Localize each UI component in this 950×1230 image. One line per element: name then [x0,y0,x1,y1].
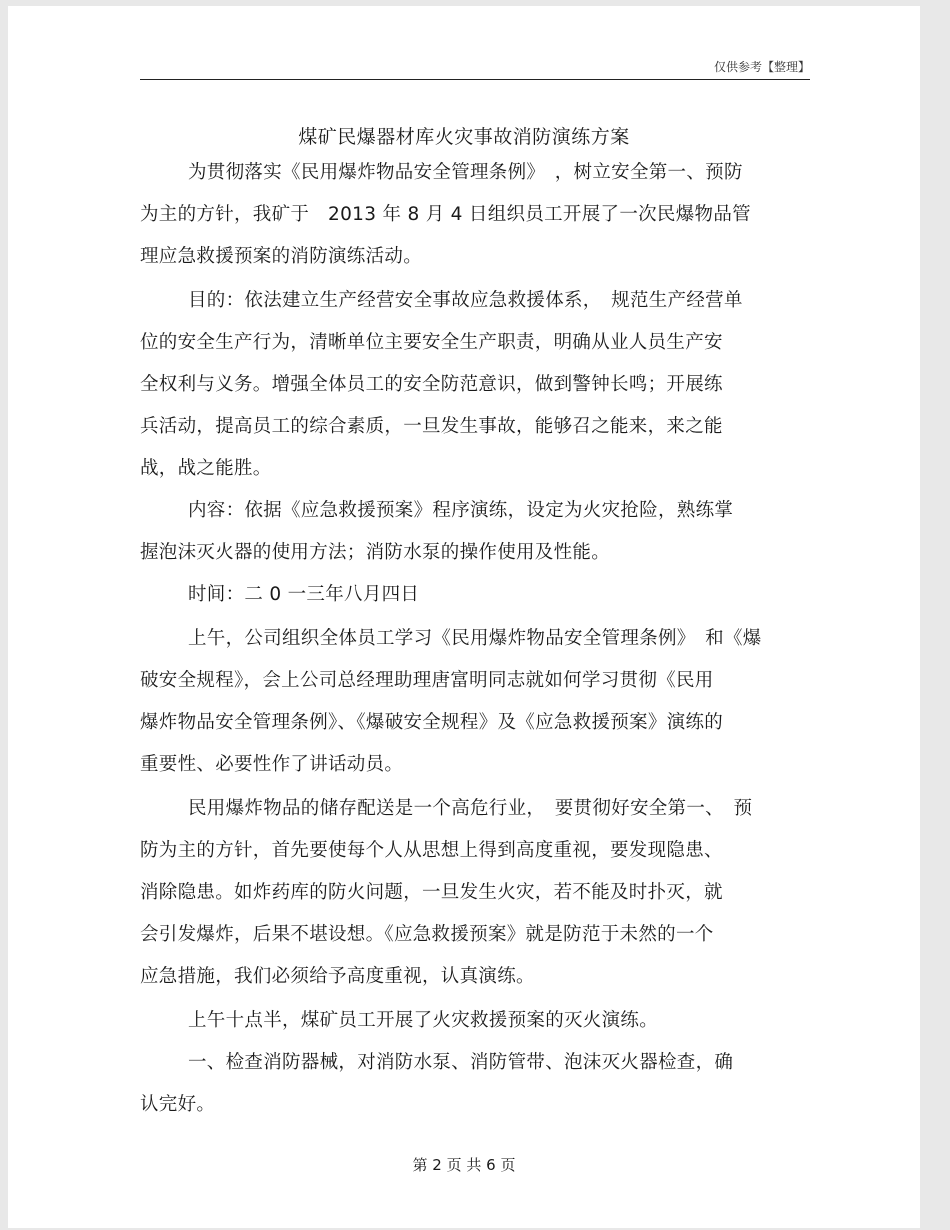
body-line: 上午，公司组织全体员工学习《民用爆炸物品安全管理条例》 和《爆 [188,628,762,649]
body-line: 位的安全生产行为，清晰单位主要安全生产职责，明确从业人员生产安 [140,332,723,353]
body-line: 会引发爆炸，后果不堪设想。《应急救援预案》就是防范于未然的一个 [140,924,714,945]
body-line: 消除隐患。如炸药库的防火问题，一旦发生火灾，若不能及时扑灭，就 [140,882,723,903]
page-header-note: 仅供参考【整理】 [713,60,810,74]
body-line: 为主的方针，我矿于 2013 年 8 月 4 日组织员工开展了一次民爆物品管 [140,204,751,225]
body-line: 民用爆炸物品的储存配送是一个高危行业， 要贯彻好安全第一、 预 [188,798,753,819]
document-title: 煤矿民爆器材库火灾事故消防演练方案 [298,126,630,148]
body-line: 认完好。 [140,1094,216,1115]
body-line: 时间：二 0 一三年八月四日 [188,584,420,605]
body-line: 目的：依法建立生产经营安全事故应急救援体系， 规范生产经营单 [188,290,743,311]
body-line: 上午十点半，煤矿员工开展了火灾救援预案的灭火演练。 [188,1010,659,1031]
header-divider [140,79,810,80]
body-line: 握泡沫灭火器的使用方法；消防水泵的操作使用及性能。 [140,542,611,563]
body-line: 内容：依据《应急救援预案》程序演练，设定为火灾抢险，熟练掌 [188,500,734,521]
body-line: 应急措施，我们必须给予高度重视，认真演练。 [140,966,535,987]
document-page [8,6,920,1228]
body-line: 理应急救援预案的消防演练活动。 [140,246,423,267]
page-number-footer: 第 2 页 共 6 页 [412,1156,516,1174]
body-line: 战，战之能胜。 [140,458,272,479]
body-line: 全权利与义务。增强全体员工的安全防范意识，做到警钟长鸣；开展练 [140,374,723,395]
body-line: 防为主的方针，首先要使每个人从思想上得到高度重视，要发现隐患、 [140,840,723,861]
body-line: 为贯彻落实《民用爆炸物品安全管理条例》 ，树立安全第一、预防 [188,162,743,183]
body-line: 一、检查消防器械，对消防水泵、消防管带、泡沫灭火器检查，确 [188,1052,734,1073]
body-line: 兵活动，提高员工的综合素质，一旦发生事故，能够召之能来，来之能 [140,416,723,437]
body-line: 重要性、必要性作了讲话动员。 [140,754,404,775]
body-line: 爆炸物品安全管理条例》、《爆破安全规程》及《应急救援预案》演练的 [140,712,724,733]
body-line: 破安全规程》，会上公司总经理助理唐富明同志就如何学习贯彻《民用 [140,670,714,691]
